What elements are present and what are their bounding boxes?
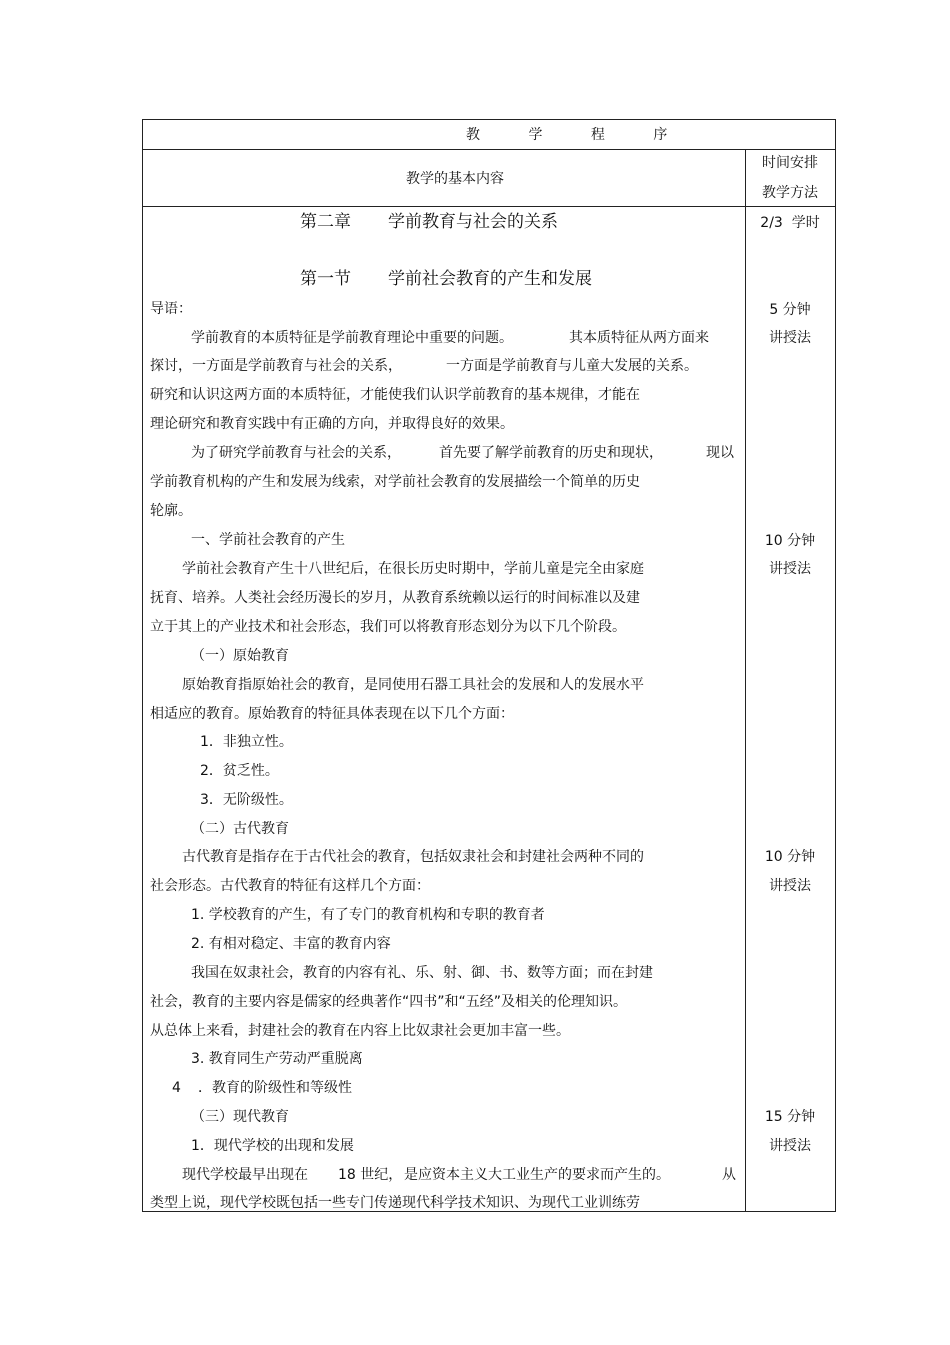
list-item: 2. 有相对稳定、丰富的教育内容	[191, 936, 391, 952]
body-line: 从	[722, 1167, 736, 1183]
body-line: 理论研究和教育实践中有正确的方向，并取得良好的效果。	[150, 416, 514, 432]
body-line: 现以	[706, 445, 734, 461]
content-column-header: 教学的基本内容	[406, 171, 504, 187]
body-line: 一方面是学前教育与儿童大发展的关系。	[446, 358, 698, 374]
method-column-header: 教学方法	[762, 185, 818, 201]
body-line: 学前教育的本质特征是学前教育理论中重要的问题。	[191, 330, 513, 346]
body-line: 轮廓。	[150, 503, 192, 519]
subheading: 一、学前社会教育的产生	[191, 532, 345, 548]
list-item: 1．现代学校的出现和发展	[191, 1138, 354, 1154]
section-number: 第一节	[300, 269, 351, 289]
body-line: 立于其上的产业技术和社会形态，我们可以将教育形态划分为以下几个阶段。	[150, 619, 626, 635]
list-item: ．教育的阶级性和等级性	[198, 1080, 352, 1096]
time-allotment: 5 分钟	[769, 302, 811, 318]
chapter-hours: 2/3 学时	[760, 215, 820, 231]
body-line: 导语：	[150, 301, 192, 317]
teaching-method: 讲授法	[769, 878, 811, 894]
teaching-method: 讲授法	[769, 1138, 811, 1154]
body-line: 社会，教育的主要内容是儒家的经典著作“四书”和“五经”及相关的伦理知识。	[150, 994, 628, 1010]
body-line: 学前教育机构的产生和发展为线索，对学前社会教育的发展描绘一个简单的历史	[150, 474, 640, 490]
time-column-header: 时间安排	[762, 155, 818, 171]
list-item: 1. 学校教育的产生，有了专门的教育机构和专职的教育者	[191, 907, 545, 923]
table-divider	[142, 149, 836, 150]
body-line: 18 世纪，	[338, 1167, 403, 1183]
list-item: 1．非独立性。	[200, 734, 293, 750]
list-item-number: 4	[172, 1080, 181, 1096]
teaching-method: 讲授法	[769, 330, 811, 346]
body-line: 类型上说，现代学校既包括一些专门传递现代科学技术知识、为现代工业训练劳	[150, 1195, 640, 1211]
section-title: 学前社会教育的产生和发展	[388, 269, 592, 289]
table-divider	[142, 206, 836, 207]
body-line: 现代学校最早出现在	[182, 1167, 308, 1183]
body-line: 学前社会教育产生十八世纪后，在很长历史时期中，学前儿童是完全由家庭	[182, 561, 644, 577]
list-item: 2．贫乏性。	[200, 763, 279, 779]
time-allotment: 10 分钟	[764, 849, 816, 865]
body-line: 抚育、培养。人类社会经历漫长的岁月，从教育系统赖以运行的时间标准以及建	[150, 590, 640, 606]
subheading: （三）现代教育	[191, 1109, 289, 1125]
body-line: 原始教育指原始社会的教育，是同使用石器工具社会的发展和人的发展水平	[182, 677, 644, 693]
body-line: 探讨，一方面是学前教育与社会的关系，	[150, 358, 402, 374]
chapter-title: 学前教育与社会的关系	[388, 212, 558, 232]
chapter-number: 第二章	[300, 212, 351, 232]
list-item: 3. 教育同生产劳动严重脱离	[191, 1051, 363, 1067]
teaching-method: 讲授法	[769, 561, 811, 577]
body-line: 社会形态。古代教育的特征有这样几个方面：	[150, 878, 430, 894]
list-item: 3．无阶级性。	[200, 792, 293, 808]
body-line: 相适应的教育。原始教育的特征具体表现在以下几个方面：	[150, 706, 514, 722]
body-line: 是应资本主义大工业生产的要求而产生的。	[404, 1167, 670, 1183]
time-allotment: 10 分钟	[764, 533, 816, 549]
body-line: 古代教育是指存在于古代社会的教育，包括奴隶社会和封建社会两种不同的	[182, 849, 644, 865]
body-line: 研究和认识这两方面的本质特征，才能使我们认识学前教育的基本规律，才能在	[150, 387, 640, 403]
body-line: 我国在奴隶社会，教育的内容有礼、乐、射、御、书、数等方面；而在封建	[191, 965, 653, 981]
time-allotment: 15 分钟	[764, 1109, 816, 1125]
subheading: （一）原始教育	[191, 648, 289, 664]
body-line: 其本质特征从两方面来	[569, 330, 709, 346]
table-title: 教 学 程 序	[466, 127, 690, 143]
subheading: （二）古代教育	[191, 821, 289, 837]
body-line: 为了研究学前教育与社会的关系，	[191, 445, 401, 461]
body-line: 首先要了解学前教育的历史和现状，	[439, 445, 663, 461]
body-line: 从总体上来看，封建社会的教育在内容上比奴隶社会更加丰富一些。	[150, 1023, 570, 1039]
